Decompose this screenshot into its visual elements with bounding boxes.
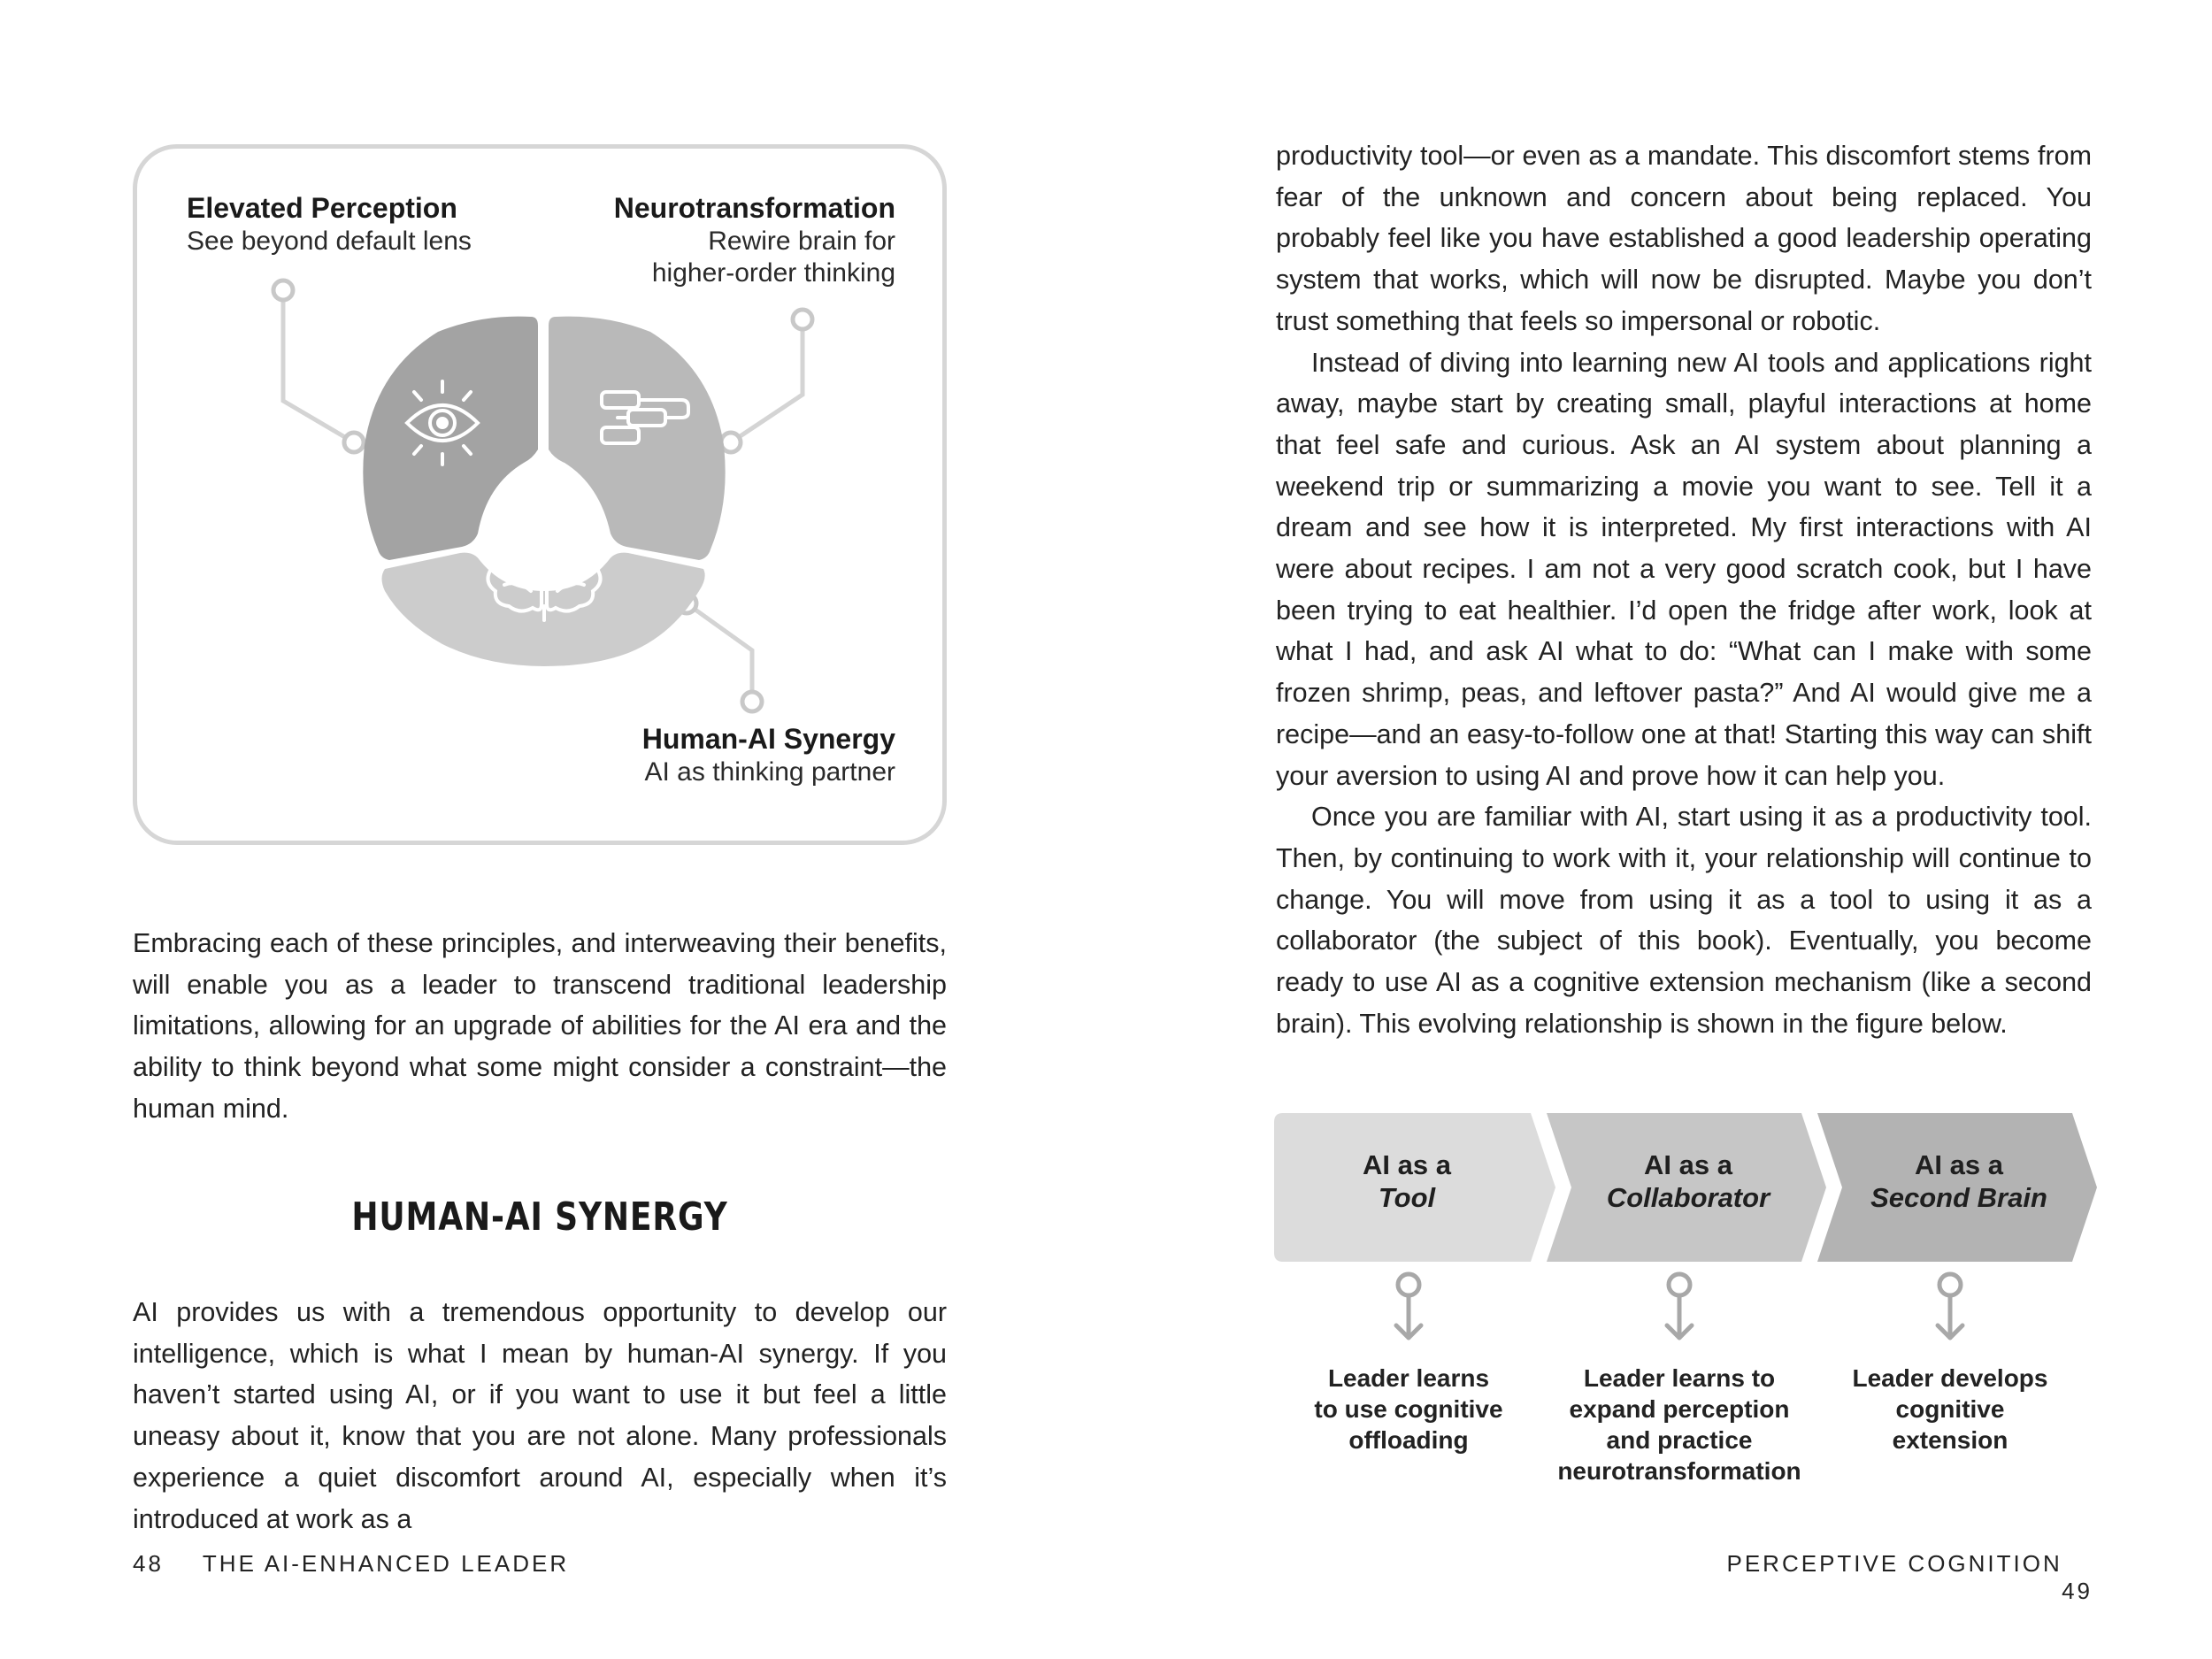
paragraph-text: Embracing each of these principles, and interweaving their benefits, will enable you as a leader to transcend traditional leadership limitations, allowing for an upgrade of abilities for the AI era and the ability to think beyond what some might consider a constraint—the human mind.	[133, 928, 947, 1124]
connector-neurotransformation	[731, 319, 803, 442]
outcome-line: Leader learns to	[1583, 1364, 1776, 1392]
stage-arrows	[1274, 1265, 2097, 1354]
node-elevated-perception-end	[344, 433, 364, 452]
right-body	[1276, 135, 2092, 1044]
outcome-tool	[1276, 1363, 1541, 1455]
page-number: 48	[133, 1550, 164, 1577]
elevated-perception-title: Elevated Perception	[187, 192, 457, 224]
left-footer	[133, 1550, 569, 1578]
stage-tool-label	[1292, 1148, 1522, 1214]
outcome-line: expand perception	[1569, 1395, 1790, 1423]
outcome-line: offloading	[1348, 1426, 1469, 1454]
paragraph-text: AI provides us with a tremendous opportunity to develop our intelligence, which is what I mean by human-AI synergy. If you haven’t started using AI, or if you want to use it but feel a little uneasy about it, know that you are not alone. Many professionals experience a quiet discomfort around AI, especially when it’s introduced at work as a	[133, 1297, 947, 1534]
outcome-line: to use cognitive	[1314, 1395, 1503, 1423]
neurotransformation-subtitle-line2: higher-order thinking	[651, 258, 895, 288]
connector-human-ai-synergy	[687, 603, 752, 702]
page-number: 49	[2062, 1578, 2093, 1604]
outcome-line: cognitive	[1895, 1395, 2005, 1423]
label-human-ai-synergy	[566, 721, 895, 788]
right-paragraph-2: Instead of diving into learning new AI tools and applications right away, maybe start by creating small, playful interactions at home that feel safe and curious. Ask an AI system about planning a weekend trip or summarizing a movie you want to see. Tell it a dream and see how it is interpreted. My first interactions with AI were about recipes. I am not a very good scratch cook, but I have been trying to eat healthier. I’d open the fridge after work, look at what I had, and ask AI what to do: “What can I make with some frozen shrimp, peas, and leftover pasta?” And AI would give me a recipe—and an easy-to-follow one at that! Starting this way can shift your aversion to using AI and prove how it can help you.	[1276, 347, 2092, 791]
outcome-line: and practice	[1606, 1426, 1753, 1454]
arrow-tool	[1396, 1274, 1421, 1338]
outcome-collaborator	[1547, 1363, 1812, 1486]
outcome-line: Leader learns	[1327, 1364, 1490, 1392]
left-paragraph-2	[133, 1292, 947, 1540]
node-elevated-perception	[273, 280, 293, 300]
neurotransformation-title: Neurotransformation	[613, 192, 895, 224]
right-paragraph-3: Once you are familiar with AI, start using it as a productivity tool. Then, by continuing to work with it, your relationship will continue to change. You will move from using it as a tool to using it as a collaborator (the subject of this book). Eventually, you become ready to use AI as a cognitive extension mechanism (like a second brain). This evolving relationship is shown in the figure below.	[1276, 802, 2092, 1039]
outcome-line: extension	[1892, 1426, 2008, 1454]
elevated-perception-subtitle: See beyond default lens	[187, 227, 472, 256]
arrow-second-brain	[1938, 1274, 1962, 1338]
neurotransformation-subtitle-line1: Rewire brain for	[708, 227, 895, 256]
right-paragraph-1: productivity tool—or even as a mandate. This discomfort stems from fear of the unknown and concern about being replaced. You probably feel like you have established a good leadership operating system that works, which will now be disrupted. Maybe you don’t trust something that feels so impersonal or robotic.	[1276, 141, 2092, 336]
node-neurotransformation	[793, 310, 812, 329]
stage-second-brain-line1: AI as a	[1915, 1149, 2003, 1180]
stage-collaborator-line1: AI as a	[1644, 1149, 1732, 1180]
human-ai-synergy-title: Human-AI Synergy	[641, 723, 895, 755]
left-paragraph-1	[133, 923, 947, 1130]
running-head: PERCEPTIVE COGNITION	[1726, 1550, 2062, 1577]
label-neurotransformation	[566, 190, 895, 289]
outcome-second-brain	[1817, 1363, 2083, 1455]
stage-tool-line2: Tool	[1378, 1182, 1436, 1213]
right-footer	[1725, 1550, 2093, 1605]
stage-second-brain-label	[1844, 1148, 2074, 1214]
running-head: THE AI-ENHANCED LEADER	[202, 1550, 570, 1577]
stage-collaborator-line2: Collaborator	[1606, 1182, 1770, 1213]
stage-second-brain-line2: Second Brain	[1870, 1182, 2047, 1213]
label-elevated-perception	[187, 190, 472, 257]
node-human-ai-synergy-end	[742, 692, 762, 711]
section-heading: HUMAN-AI SYNERGY	[351, 1194, 728, 1240]
stage-collaborator-label	[1573, 1148, 1803, 1214]
outcome-line: neurotransformation	[1557, 1457, 1801, 1485]
segment-neurotransformation	[549, 317, 726, 560]
arrow-collaborator	[1667, 1274, 1692, 1338]
stage-tool-line1: AI as a	[1363, 1149, 1451, 1180]
connector-elevated-perception	[283, 290, 354, 442]
human-ai-synergy-subtitle: AI as thinking partner	[644, 757, 895, 787]
outcome-line: Leader develops	[1852, 1364, 2048, 1392]
